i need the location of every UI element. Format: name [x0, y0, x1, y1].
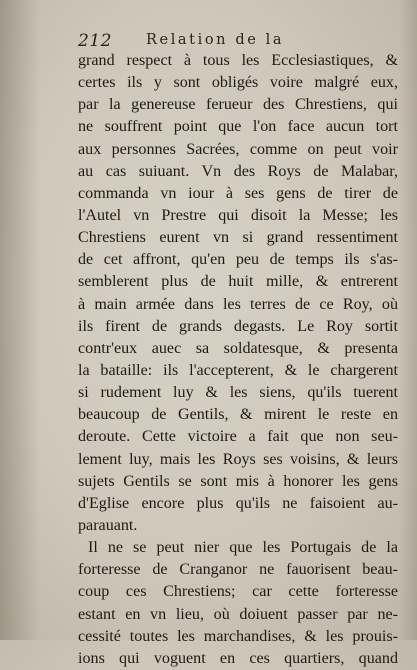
page-edge-shadow [399, 0, 417, 640]
text-line: estant en vn lieu, où doiuent passer par ne- [78, 605, 398, 623]
text-line: parauant. [78, 516, 138, 534]
running-title: Relation de la [146, 32, 285, 48]
page-number: 212 [78, 31, 112, 51]
running-head [78, 31, 378, 51]
text-line: si rudement luy & les siens, qu'ils tuerent [78, 384, 398, 402]
text-line: Il ne se peut nier que les Portugais de la [88, 539, 398, 557]
text-line: contr'eux auec sa soldatesque, & presenta [78, 339, 398, 357]
text-line: grand respect à tous les Ecclesiastiques, & [78, 52, 398, 69]
text-line: aux personnes Sacrées, comme on peut voir [78, 140, 398, 158]
text-line: cessité toutes les marchandises, & les prouis- [78, 627, 398, 645]
body-text [78, 50, 398, 670]
text-line: d'Eglise encore plus qu'ils ne faisoient au- [78, 494, 398, 512]
paragraph-2 [78, 537, 398, 670]
text-line: commanda vn iour à ses gens de tirer de [78, 184, 398, 202]
text-line: ions qui voguent en ces quartiers, quand [78, 649, 398, 667]
text-line: sujets Gentils se sont mis à honorer les gens [78, 472, 398, 490]
text-line: la bataille: ils l'accepterent, & le chargerent [78, 361, 398, 379]
text-line: beaucoup de Gentils, & mirent le reste en [78, 406, 398, 424]
text-line: certes ils y sont obligés voire malgré eux, [78, 74, 398, 92]
paragraph-1 [78, 50, 398, 537]
text-line: lement luy, mais les Roys ses voisins, & leurs [78, 450, 398, 468]
text-line: forteresse de Cranganor ne fauorisent beau- [78, 561, 398, 579]
text-line: ils firent de grands degasts. Le Roy sortit [78, 317, 398, 335]
text-line: l'Autel vn Prestre qui disoit la Messe; les [78, 206, 398, 224]
text-line: semblerent plus de huit mille, & entrerent [78, 273, 398, 291]
text-line: coup ces Chrestiens; car cette forteresse [78, 583, 398, 601]
text-line: par la genereuse ferueur des Chrestiens, qui [78, 96, 398, 114]
text-line: deroute. Cette victoire a fait que non seu- [78, 428, 398, 446]
text-line: à main armée dans les terres de ce Roy, où [78, 295, 398, 313]
text-line: au cas suiuant. Vn des Roys de Malabar, [78, 162, 398, 180]
text-line: ne souffrent point que l'on face aucun tort [78, 118, 398, 136]
text-line: Chrestiens eurent vn si grand ressentiment [78, 229, 398, 247]
text-line: de cet affront, qu'en peu de temps ils s'as- [78, 251, 398, 269]
gutter-shadow [0, 0, 40, 640]
